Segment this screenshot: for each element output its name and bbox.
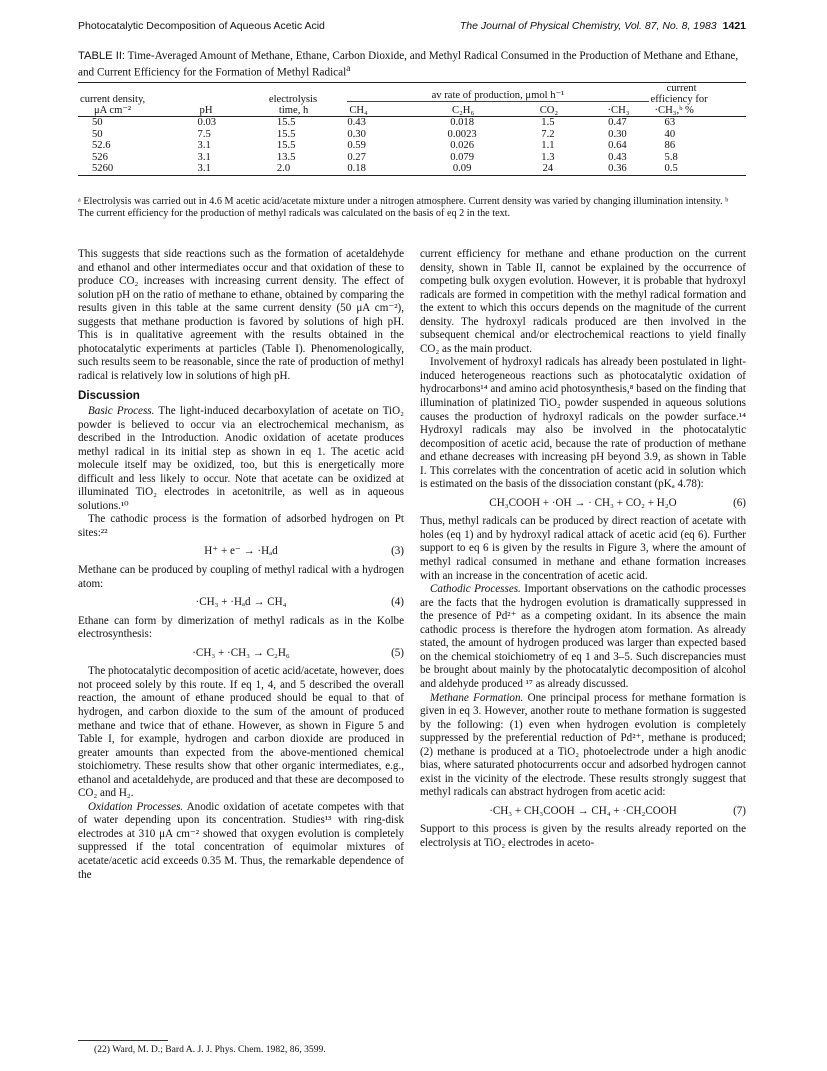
table-row: [78, 140, 746, 152]
table-cell: 40: [664, 128, 676, 140]
table-cell: 526: [92, 151, 108, 163]
reference-note: (22) Ward, M. D.; Bard A. J. J. Phys. Chem. 1982, 86, 3599.: [94, 1044, 326, 1055]
paragraph: The photocatalytic decomposition of acetic acid/acetate, however, does not proceed solely by this route. If eq 1, 4, and 5 described the overall reaction, the amount of ethane produced should be equal to that of hydrogen, and carbon dioxide to the sum of the amount of produced methane and twice that of ethane. However, as shown in Figure 5 and Table I, for example, hydrogen and carbon dioxide are produced in greater amounts than expected from the above-mentioned chemical stoichiometry. These results show that other organic intermediates, e.g., ethanol and acetaldehyde, are produced and that these are decomposed to CO₂ and H₂.: [78, 665, 404, 800]
table-row: [78, 152, 746, 164]
header-title: Photocatalytic Decomposition of Aqueous Acetic Acid: [78, 20, 325, 32]
table-caption: [78, 50, 746, 80]
paragraph: The cathodic process is the formation of adsorbed hydrogen on Pt sites:²²: [78, 513, 404, 539]
table-cell: 3.1: [197, 163, 211, 175]
table-caption-note: a: [346, 64, 351, 74]
th-c2h6: C₂H₆: [452, 105, 475, 116]
table-cell: 3.1: [197, 151, 211, 163]
table-cell: 0.47: [608, 117, 627, 128]
equation-3: H⁺ + e⁻ → ·Hₐd (3): [204, 545, 404, 558]
table-cell: 0.59: [347, 140, 366, 152]
table-cell: 0.09: [452, 163, 472, 175]
table-cell: 0.079: [450, 151, 475, 163]
table-cell: 5260: [92, 163, 114, 175]
table-cell: 3.1: [197, 140, 211, 152]
table-cell: 0.026: [450, 140, 475, 152]
table-cell: 0.03: [197, 117, 217, 128]
table-cell: 24: [542, 163, 554, 175]
page-number: 1421: [722, 20, 746, 32]
footnote-rule: [78, 1040, 168, 1041]
paragraph: This suggests that side reactions such as the formation of acetaldehyde and ethanol and other intermediates occur and that oxidation of these to produce CO₂ increases with increasing current density. The effect of solution pH on the ratio of methane to ethane, obtained by comparing the results given in this table at the same current density (50 μA cm⁻²), suggests that methane production is favored by solutions of high pH. This is in qualitative agreement with the results obtained in the photocatalytic experiments at particles (Table I). Phenomenologically, such results seem to be reasonable, since the rate of production of methyl radical is relatively low in solutions of high pH.: [78, 248, 404, 382]
table-cell: 1.5: [541, 117, 555, 128]
table-cell: 5.8: [664, 151, 678, 163]
running-header: [78, 20, 746, 36]
table-cell: 0.43: [347, 117, 366, 128]
table-cell: 13.5: [276, 151, 296, 163]
table-cell: 0.30: [608, 128, 627, 140]
th-efficiency: current efficiency for ·CH₃,ᵇ %: [650, 83, 708, 116]
paragraph: Oxidation Processes. Anodic oxidation of acetate competes with that of water depending upon its concentration. Studies¹³ with ring-disk electrodes at 310 μA cm⁻² showed that oxygen evolution is completely suppressed if the total concentration of equimolar mixtures of acetate/acetic acid exceeds 0.35 M. Thus, the remarkable dependence of the: [78, 800, 404, 881]
right-column: [420, 248, 746, 851]
paragraph: Support to this process is given by the results already reported on the electrolysis at TiO₂ electrodes in aceto-: [420, 823, 746, 849]
table-label: TABLE II:: [78, 50, 126, 62]
paragraph: Methane can be produced by coupling of methyl radical with a hydrogen atom:: [78, 564, 404, 590]
table-cell: 15.5: [276, 128, 296, 140]
table-cell: 0.30: [347, 128, 366, 140]
table-cell: 0.27: [347, 151, 366, 163]
table-cell: 0.018: [450, 117, 475, 128]
equation-4: ·CH₃ + ·Hₐd → CH₄ (4): [195, 596, 404, 609]
table-cell: 0.5: [664, 163, 678, 175]
table-row: [78, 117, 746, 129]
table-cell: 50: [92, 117, 103, 128]
data-table: [78, 82, 746, 176]
table-row: [78, 129, 746, 141]
equation-6: CH₃COOH + ·OH → · CH₃ + CO₂ + H₂O (6): [489, 496, 746, 509]
th-ph: pH: [199, 105, 213, 116]
section-heading: Discussion: [78, 389, 140, 403]
table-cell: 0.18: [347, 163, 366, 175]
header-journal-name: The Journal of Physical Chemistry, Vol. 87, No. 8, 1983: [459, 20, 717, 32]
table-cell: 52.6: [92, 140, 111, 152]
table-body: [78, 117, 746, 176]
th-group-rate: av rate of production, μmol h⁻¹: [347, 83, 648, 102]
table-cell: 0.36: [608, 163, 627, 175]
equation-5: ·CH₃ + ·CH₃ → C₂H₆ (5): [192, 646, 404, 659]
table-row: [78, 163, 746, 175]
th-ch4: CH₄: [349, 105, 368, 116]
th-co2: CO₂: [539, 105, 559, 116]
table-cell: 15.5: [276, 117, 296, 128]
paragraph: Thus, methyl radicals can be produced by direct reaction of acetate with holes (eq 1) and by hydroxyl radical attack of acetic acid (eq 6). Further support to eq 6 is given by the results in Figure 3, where the amount of methyl radical consumed in methane and ethane formation increases with an increase in the concentration of acetic acid.: [420, 515, 746, 582]
table-cell: 1.3: [541, 151, 555, 163]
paragraph: Involvement of hydroxyl radicals has already been postulated in light-induced heterogeneous reactions such as photocatalytic oxidation of hydrocarbons¹⁴ and amino acid photosynthesis,⁸ based on the finding that illumination of platinized TiO₂ powder suspended in aqueous solutions causes the production of hydroxyl radicals on the powder surface.¹⁴ Hydroxyl radicals may also be involved in the photocatalytic decomposition of acetic acid, because the rate of production of methane and ethane decreases with increasing pH beyond 3.9, as shown in Table I. This correlates with the concentration of acetic acid in solution which is estimated on the basis of the dissociation constant (pKₐ 4.78):: [420, 356, 746, 491]
paragraph: Cathodic Processes. Important observations on the cathodic processes are the facts that the hydrogen evolution is dramatically suppressed in the presence of Pd²⁺ as a competing oxidant. In its absence the main cathodic process is therefore the hydrogen atom formation. As already stated, the amount of hydrogen produced was larger than expected based on the chemical stoichiometry of eq 1 and 3–5. Such discrepancies must be brought about mainly by the photocatalytic decomposition of alcohol and aldehyde produced ¹⁷ as already discussed.: [420, 583, 746, 690]
table-cell: 2.0: [276, 163, 291, 175]
table-cell: 7.5: [197, 128, 211, 140]
table-cell: 0.43: [608, 151, 627, 163]
th-time: electrolysis time, h: [268, 94, 318, 116]
table-cell: 15.5: [276, 140, 296, 152]
table-cell: 86: [664, 140, 676, 152]
table-caption-text: Time-Averaged Amount of Methane, Ethane, Carbon Dioxide, and Methyl Radical Consumed in the Production of Methane and Ethane, and Current Efficiency for the Formation of Methyl Radical: [78, 50, 739, 79]
paragraph: current efficiency for methane and ethane production on the current density, shown in Table II, cannot be explained by the occurrence of competing bulk oxygen evolution. However, it is probable that hydroxyl radicals are formed in competition with the methyl radical formation and the extent to which this occurs depends on the magnitude of the current density. The hydroxyl radicals produced are then involved in the subsequent chemical and/or electrochemical reactions to yield finally CO₂ as the main product.: [420, 248, 746, 355]
table-cell: 0.0023: [447, 128, 477, 140]
th-ch3: ·CH₃: [607, 105, 630, 116]
left-column: [78, 248, 404, 882]
paragraph: Ethane can form by dimerization of methyl radicals as in the Kolbe electrosynthesis:: [78, 614, 404, 641]
table-footnote: ᵃ Electrolysis was carried out in 4.6 M acetic acid/acetate mixture under a nitrogen atmosphere. Current density was varied by changing illumination intensity. ᵇ The current efficiency for the production of methyl radicals was calculated on the basis of eq 2 in the text.: [78, 196, 729, 219]
table-cell: 1.1: [541, 140, 555, 152]
th-current-density: current density, μA cm⁻²: [80, 94, 146, 116]
table-cell: 7.2: [541, 128, 555, 140]
table-cell: 50: [92, 128, 103, 140]
equation-7: ·CH₃ + CH₃COOH → CH₄ + ·CH₂COOH (7): [489, 804, 746, 817]
paragraph: Basic Process. The light-induced decarboxylation of acetate on TiO₂ powder is believed to occur via an electrochemical mechanism, as described in the Introduction. Anodic oxidation of acetate produces methyl radical in its initial step as shown in eq 1. The acetic acid molecule itself may be oxidized, too, but this is energetically more difficult and less likely to occur. Note that acetate can be oxidized at illuminated TiO₂ electrodes in acetonitrile, as well as in aqueous solutions.¹⁰: [78, 405, 404, 512]
table-cell: 63: [664, 117, 676, 128]
header-journal: [460, 20, 746, 32]
paragraph: Methane Formation. One principal process for methane formation is given in eq 3. However, another route to methane formation is suggested by the following: (1) even when hydrogen evolution is completely suppressed by the preferential reduction of Pd²⁺, methane is produced; (2) methane is produced at a TiO₂ photoelectrode under a high anodic bias, where saturated photocurrents occur and adsorbed hydrogen cannot exist in the vicinity of the electrode. These results strongly suggest that methyl radicals can abstract hydrogen from acetic acid:: [420, 691, 746, 799]
table-cell: 0.64: [608, 140, 627, 152]
